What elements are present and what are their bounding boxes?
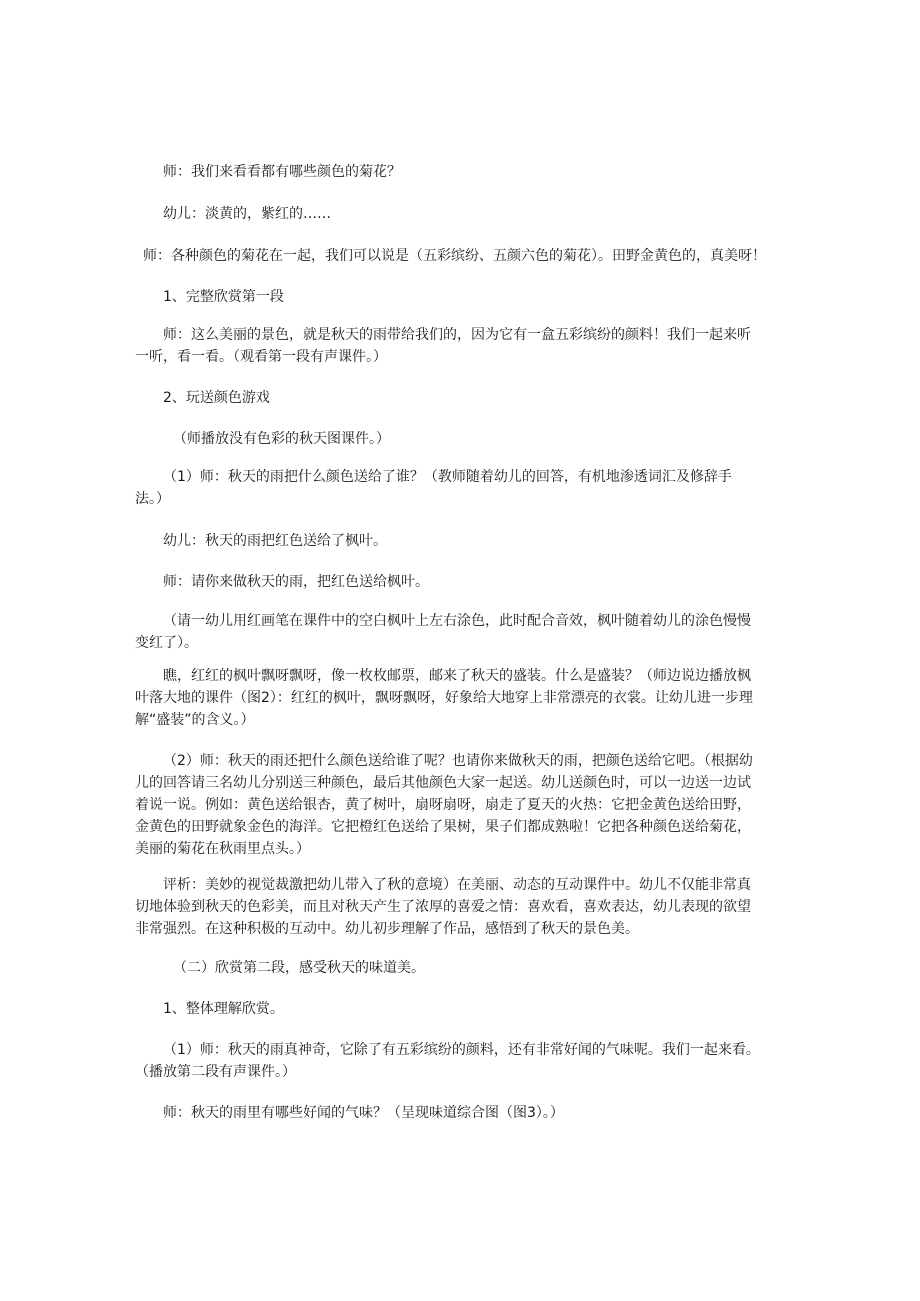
paragraph-p3: 师：各种颜色的菊花在一起，我们可以说是（五彩缤纷、五颜六色的菊花）。田野金黄色的，真美呀！ [143, 248, 766, 264]
paragraph-p11: （请一幼儿用红画笔在课件中的空白枫叶上左右涂色，此时配合音效，枫叶随着幼儿的涂色慢慢 变红了）。 [135, 613, 751, 651]
paragraph-p7: （师播放没有色彩的秋天图课件。） [173, 431, 390, 447]
paragraph-p2: 幼儿：淡黄的，紫红的…… [163, 206, 331, 222]
paragraph-p18: 师：秋天的雨里有哪些好闻的气味？（呈现味道综合图（图3）。） [163, 1105, 564, 1121]
paragraph-p16: 1、整体理解欣赏。 [163, 1001, 284, 1017]
paragraph-p17: （1）师：秋天的雨真神奇，它除了有五彩缤纷的颜料，还有非常好闻的气味呢。我们一起来看。 （播放第二段有声课件。） [135, 1042, 760, 1080]
paragraph-p4: 1、完整欣赏第一段 [163, 289, 284, 305]
paragraph-p6: 2、玩送颜色游戏 [163, 390, 270, 406]
paragraph-p15: （二）欣赏第二段，感受秋天的味道美。 [173, 960, 425, 976]
paragraph-p9: 幼儿：秋天的雨把红色送给了枫叶。 [163, 533, 387, 549]
paragraph-p14: 评析：美妙的视觉裁激把幼儿带入了秋的意境）在美丽、动态的互动课件中。幼儿不仅能非常真 切地体验到秋天的色彩美，而且对秋天产生了浓厚的喜爱之情：喜欢看，喜欢表达，幼儿表现的欲望 非常强烈。在这种积极的互动中。幼儿初步理解了作品，感悟到了秋天的景色美。 [135, 877, 751, 937]
paragraph-p13: （2）师：秋天的雨还把什么颜色送给谁了呢？也请你来做秋天的雨，把颜色送给它吧。（根据幼 儿的回答请三名幼儿分别送三种颜色，最后其他颜色大家一起送。幼儿送颜色时，可以一边送一边试 着说一说。例如：黄色送给银杏，黄了树叶，扇呀扇呀，扇走了夏天的火热：它把金黄色送给田野， 金黄色的田野就象金色的海洋。它把橙红色送给了果树，果子们都成熟啦！它把各种颜色送给菊花， 美丽的菊花在秋雨里点头。） [135, 753, 753, 857]
paragraph-p12: 瞧，红红的枫叶飘呀飘呀，像一枚枚邮票，邮来了秋天的盛装。什么是盛装？（师边说边播放枫 叶落大地的课件（图2）：红红的枫叶，飘呀飘呀，好象给大地穿上非常漂亮的衣裳。让幼儿进一步理 解“盛装”的含义。） [135, 668, 753, 728]
paragraph-p1: 师：我们来看看都有哪些颜色的菊花？ [163, 164, 401, 180]
paragraph-p10: 师：请你来做秋天的雨，把红色送给枫叶。 [163, 574, 429, 590]
paragraph-p8: （1）师：秋天的雨把什么颜色送给了谁？（教师随着幼儿的回答，有机地渗透词汇及修辞手 法。） [135, 469, 732, 507]
paragraph-p5: 师：这么美丽的景色，就是秋天的雨带给我们的，因为它有一盒五彩缤纷的颜料！我们一起来听 一听，看一看。（观看第一段有声课件。） [135, 327, 751, 365]
